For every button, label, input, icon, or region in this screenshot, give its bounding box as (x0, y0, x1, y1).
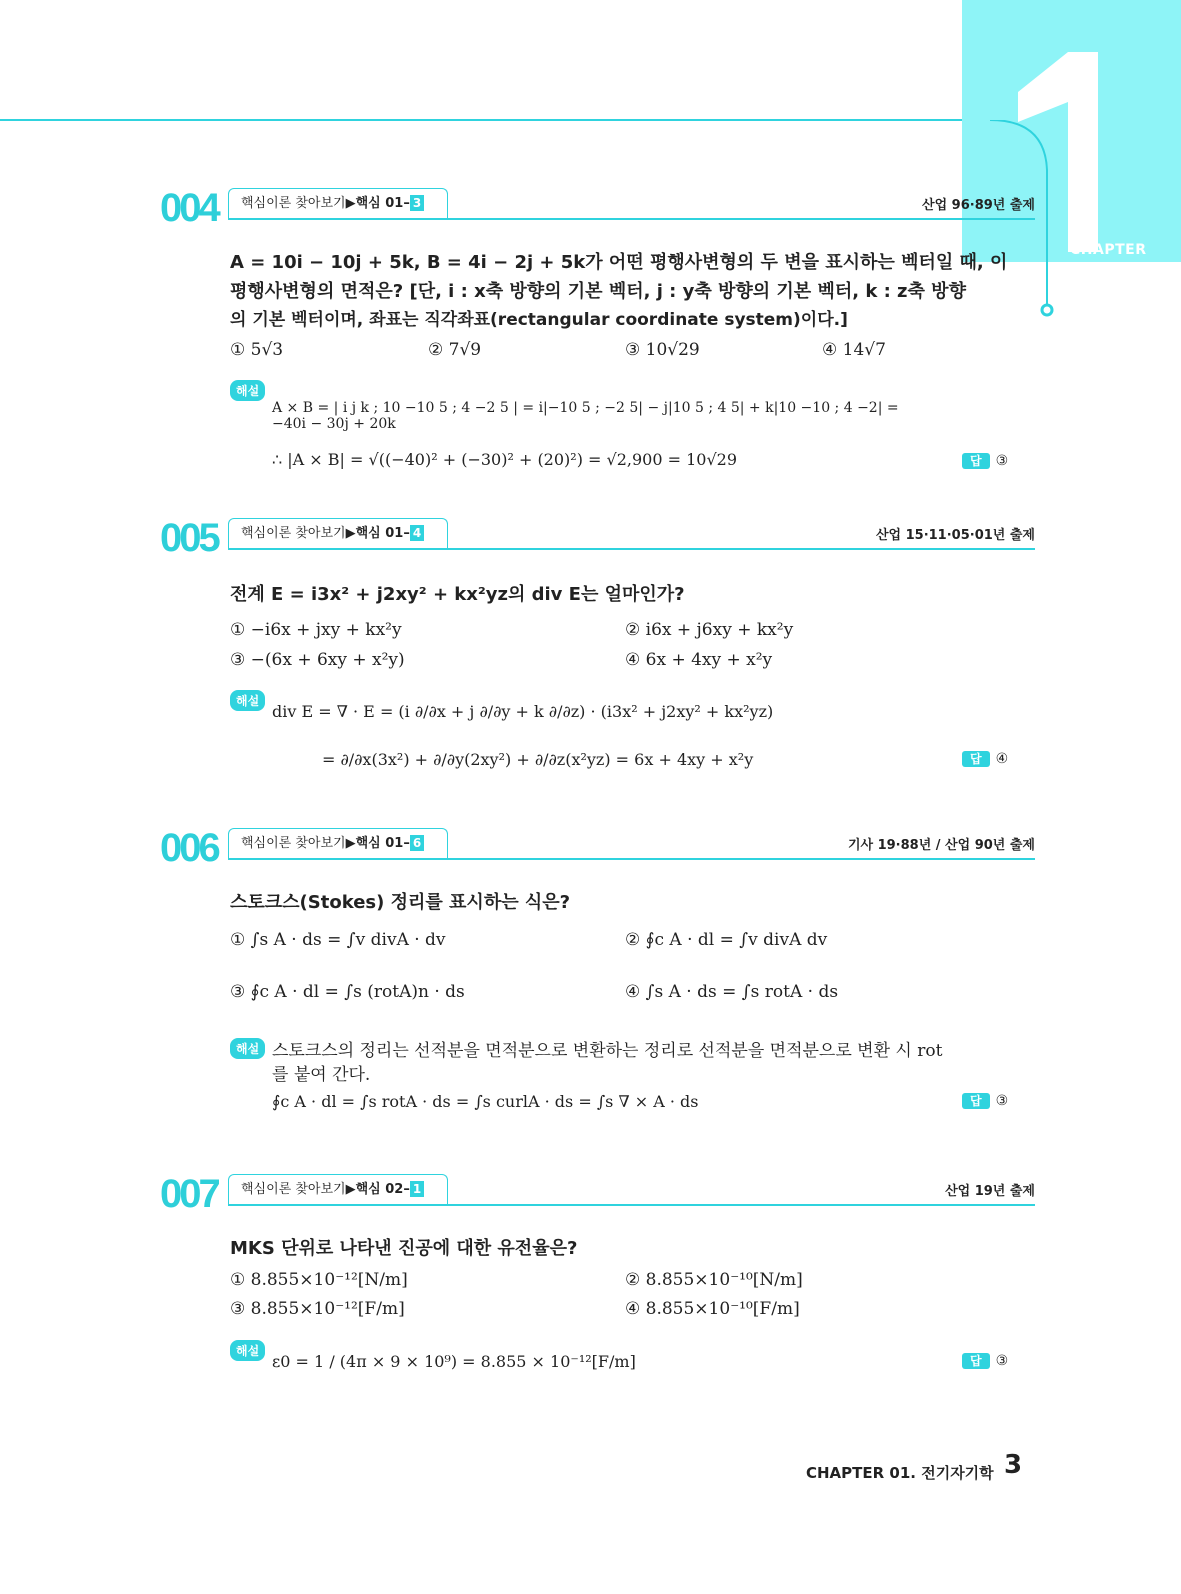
option-3[interactable]: ③ 10√29 (625, 340, 700, 360)
question-line: 평행사변형의 면적은? [단, i : x축 방향의 기본 벡터, j : y축 방향의 기본 벡터, k : z축 방향 (230, 281, 966, 302)
option-4[interactable]: ④ 14√7 (822, 340, 886, 360)
option-2[interactable]: ② 7√9 (428, 340, 482, 360)
option-2[interactable]: ② ∮c A · dl = ∫v divA dv (625, 930, 828, 950)
theory-link-prefix: 핵심이론 찾아보기▶ (241, 1182, 356, 1197)
theory-link-prefix: 핵심이론 찾아보기▶ (241, 196, 356, 211)
option-1[interactable]: ① 8.855×10⁻¹²[N/m] (230, 1270, 408, 1290)
answer (962, 1092, 1008, 1109)
exam-years: 산업 96·89년 출제 (922, 198, 1035, 213)
answer-value: ③ (995, 1353, 1009, 1369)
answer-label: 답 (962, 1093, 990, 1109)
option-1[interactable]: ① −i6x + jxy + kx²y (230, 620, 402, 640)
theory-link[interactable] (228, 188, 448, 218)
option-4[interactable]: ④ 6x + 4xy + x²y (625, 650, 773, 670)
theory-link-prefix: 핵심이론 찾아보기▶ (241, 526, 356, 541)
question-line: 의 기본 벡터이며, 좌표는 직각좌표(rectangular coordinate system)이다.] (230, 310, 848, 330)
theory-link-core: 핵심 01– (355, 196, 410, 211)
theory-link-core: 핵심 01– (355, 526, 410, 541)
footer-chapter-title: CHAPTER 01. 전기자기학 (806, 1464, 994, 1482)
header-rule (228, 548, 1035, 550)
question-line: A = 10i − 10j + 5k, B = 4i − 2j + 5k가 어떤 평행사변형의 두 변을 표시하는 벡터일 때, 이 (230, 252, 1008, 273)
header-rule (228, 858, 1035, 860)
answer (962, 750, 1008, 767)
solution-line: ε0 = 1 / (4π × 9 × 10⁹) = 8.855 × 10⁻¹²[F/m] (272, 1352, 636, 1371)
question-number: 005 (160, 516, 218, 560)
exam-years: 산업 15·11·05·01년 출제 (875, 528, 1035, 543)
option-1[interactable]: ① 5√3 (230, 340, 284, 360)
answer-label: 답 (962, 453, 990, 469)
option-4[interactable]: ④ ∫s A · ds = ∫s rotA · ds (625, 982, 839, 1002)
theory-link-box: 3 (410, 195, 424, 211)
solution-badge: 해설 (230, 690, 265, 711)
question-line: 스토크스(Stokes) 정리를 표시하는 식은? (230, 892, 571, 913)
answer-value: ④ (995, 751, 1009, 767)
theory-link-box: 4 (410, 525, 424, 541)
question-number: 007 (160, 1172, 218, 1216)
question-header-006 (160, 828, 1035, 868)
theory-link-core: 핵심 01– (355, 836, 410, 851)
exam-years: 기사 19·88년 / 산업 90년 출제 (847, 838, 1035, 853)
option-3[interactable]: ③ 8.855×10⁻¹²[F/m] (230, 1299, 405, 1319)
chapter-label: CHAPTER (1070, 242, 1147, 258)
solution-badge: 해설 (230, 380, 265, 401)
theory-link[interactable] (228, 828, 448, 858)
answer-value: ③ (995, 1093, 1009, 1109)
question-header-005 (160, 518, 1035, 558)
solution-badge: 해설 (230, 1340, 265, 1361)
page-number: 3 (1004, 1450, 1023, 1480)
solution-line: = ∂/∂x(3x²) + ∂/∂y(2xy²) + ∂/∂z(x²yz) = 6x + 4xy + x²y (322, 750, 754, 769)
theory-link-box: 1 (410, 1181, 424, 1197)
solution-badge: 해설 (230, 1038, 265, 1059)
option-1[interactable]: ① ∫s A · ds = ∫v divA · dv (230, 930, 446, 950)
option-2[interactable]: ② i6x + j6xy + kx²y (625, 620, 794, 640)
theory-link-core: 핵심 02– (355, 1182, 410, 1197)
question-number: 006 (160, 826, 218, 870)
question-line: MKS 단위로 나타낸 진공에 대한 유전율은? (230, 1238, 578, 1259)
option-4[interactable]: ④ 8.855×10⁻¹⁰[F/m] (625, 1299, 800, 1319)
solution-line: div E = ∇ · E = (i ∂/∂x + j ∂/∂y + k ∂/∂z) · (i3x² + j2xy² + kx²yz) (272, 702, 774, 721)
question-header-004 (160, 188, 1035, 228)
solution-line: A × B = | i j k ; 10 −10 5 ; 4 −2 5 | = i|−10 5 ; −2 5| − j|10 5 ; 4 5| + k|10 −10 ; 4 −2| = −40i − 30j + 20k (272, 400, 899, 432)
top-rule (0, 119, 1000, 121)
answer (962, 1352, 1008, 1369)
answer-value: ③ (995, 453, 1009, 469)
question-line: 전계 E = i3x² + j2xy² + kx²yz의 div E는 얼마인가? (230, 584, 685, 605)
question-text-007 (230, 1234, 1030, 1263)
solution-line: 스토크스의 정리는 선적분을 면적분으로 변환하는 정리로 선적분을 면적분으로 변환 시 rot (272, 1041, 943, 1061)
answer-label: 답 (962, 1353, 990, 1369)
answer (962, 452, 1008, 469)
option-3[interactable]: ③ ∮c A · dl = ∫s (rotA)n · ds (230, 982, 465, 1002)
question-text-006 (230, 888, 1030, 917)
solution-line: ∴ |A × B| = √((−40)² + (−30)² + (20)²) = √2,900 = 10√29 (272, 450, 738, 469)
theory-link-prefix: 핵심이론 찾아보기▶ (241, 836, 356, 851)
question-header-007 (160, 1174, 1035, 1214)
theory-link-box: 6 (410, 835, 424, 851)
option-2[interactable]: ② 8.855×10⁻¹⁰[N/m] (625, 1270, 803, 1290)
question-text-005 (230, 580, 1030, 609)
header-rule (228, 218, 1035, 220)
option-3[interactable]: ③ −(6x + 6xy + x²y) (230, 650, 405, 670)
question-number: 004 (160, 186, 218, 230)
theory-link[interactable] (228, 1174, 448, 1204)
theory-link[interactable] (228, 518, 448, 548)
question-text-004 (230, 248, 1030, 335)
solution-line: ∮c A · dl = ∫s rotA · ds = ∫s curlA · ds = ∫s ∇ × A · ds (272, 1092, 699, 1111)
exam-years: 산업 19년 출제 (945, 1184, 1035, 1199)
header-rule (228, 1204, 1035, 1206)
answer-label: 답 (962, 751, 990, 767)
solution-line: 를 붙여 간다. (272, 1065, 371, 1085)
